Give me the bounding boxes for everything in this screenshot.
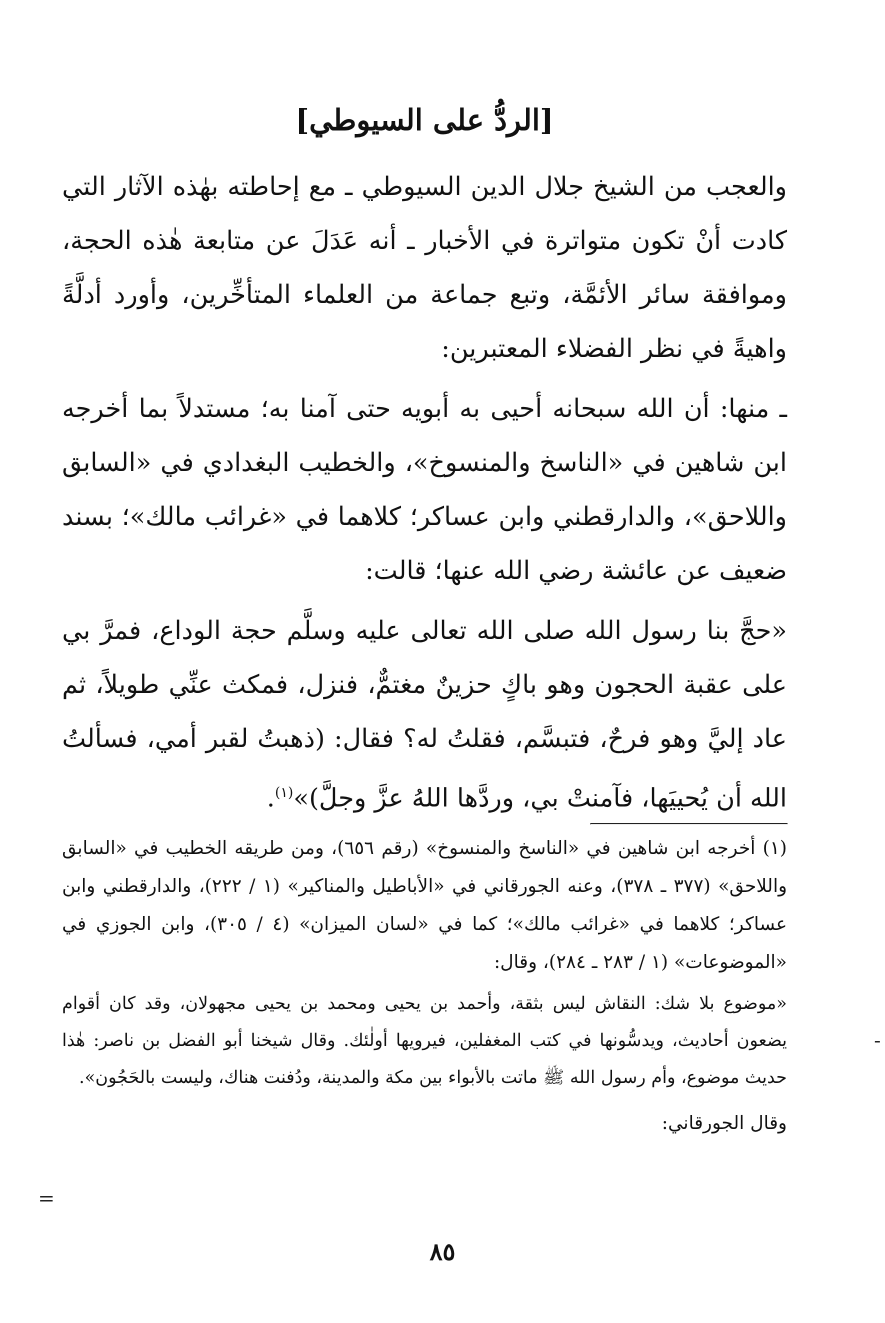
footnote-separator [590, 823, 788, 825]
section-heading: [الردُّ على السيوطي] [295, 103, 554, 137]
quote-text: «حجَّ بنا رسول الله صلى الله تعالى عليه وسلَّم حجة الوداع، فمرَّ بي على عقبة الحجون وهو باكٍ حزينٌ مغتمٌّ، فنزل، فمكث عنِّي طويلاً، ثم عاد إليَّ وهو فرحٌ، فتبسَّم، فقلتُ له؟ فقال: (ذهبتُ لقبر أمي، فسألتُ الله أن يُحييَها، فآمنتْ بي، وردَّها اللهُ عزَّ وجلَّ)» [62, 616, 787, 814]
paragraph-1: والعجب من الشيخ جلال الدين السيوطي ـ مع إحاطته بهٰذه الآثار التي كادت أنْ تكون متواترة في الأخبار ـ أنه عَدَلَ عن متابعة هٰذه الحجة، وموافقة سائر الأئمَّة، وتبع جماعة من العلماء المتأخِّرين، وأورد أدلَّةً واهيةً في نظر الفضلاء المعتبرين: [62, 172, 787, 364]
footnote-quote: «موضوع بلا شك: النقاش ليس بثقة، وأحمد بن يحيى ومحمد بن يحيى مجهولان، وقد كان أقوام يضعون أحاديث، ويدسُّونها في كتب المغفلين، فيرويها أولٰئك. وقال شيخنا أبو الفضل بن ناصر: هٰذا حديث موضوع، وأم رسول الله ﷺ ماتت بالأبواء بين مكة والمدينة، ودُفنت هناك، وليست بالحَجُون». [62, 994, 787, 1088]
margin-mark-right: - [874, 1028, 881, 1052]
main-text-block [62, 100, 787, 832]
paragraph-3-quote [62, 604, 787, 826]
footnote-marker[interactable]: (١) [274, 785, 294, 801]
footnote-1: (١) أخرجه ابن شاهين في «الناسخ والمنسوخ» (رقم ٦٥٦)، ومن طريقه الخطيب في «السابق واللاحق» (٣٧٧ ـ ٣٧٨)، وعنه الجورقاني في «الأباطيل والمناكير» (١ / ٢٢٢)، والدارقطني وابن عساكر؛ كلاهما في «غرائب مالك»؛ كما في «لسان الميزان» (٤ / ٣٠٥)، وابن الجوزي في «الموضوعات» (١ / ٢٨٣ ـ ٢٨٤)، وقال: [62, 838, 788, 973]
paragraph-2: ـ منها: أن الله سبحانه أحيى به أبويه حتى آمنا به؛ مستدلاً بما أخرجه ابن شاهين في «الناسخ والمنسوخ»، والخطيب البغدادي في «السابق واللاحق»، والدارقطني وابن عساكر؛ كلاهما في «غرائب مالك»؛ بسند ضعيف عن عائشة رضي الله عنها؛ قالت: [62, 394, 787, 586]
page-number: ٨٥ [429, 1237, 456, 1266]
quote-end: . [266, 783, 275, 814]
margin-mark-left: = [38, 1186, 55, 1210]
footnotes-block [62, 830, 787, 1143]
footnote-continuation: وقال الجورقاني: [661, 1113, 787, 1134]
